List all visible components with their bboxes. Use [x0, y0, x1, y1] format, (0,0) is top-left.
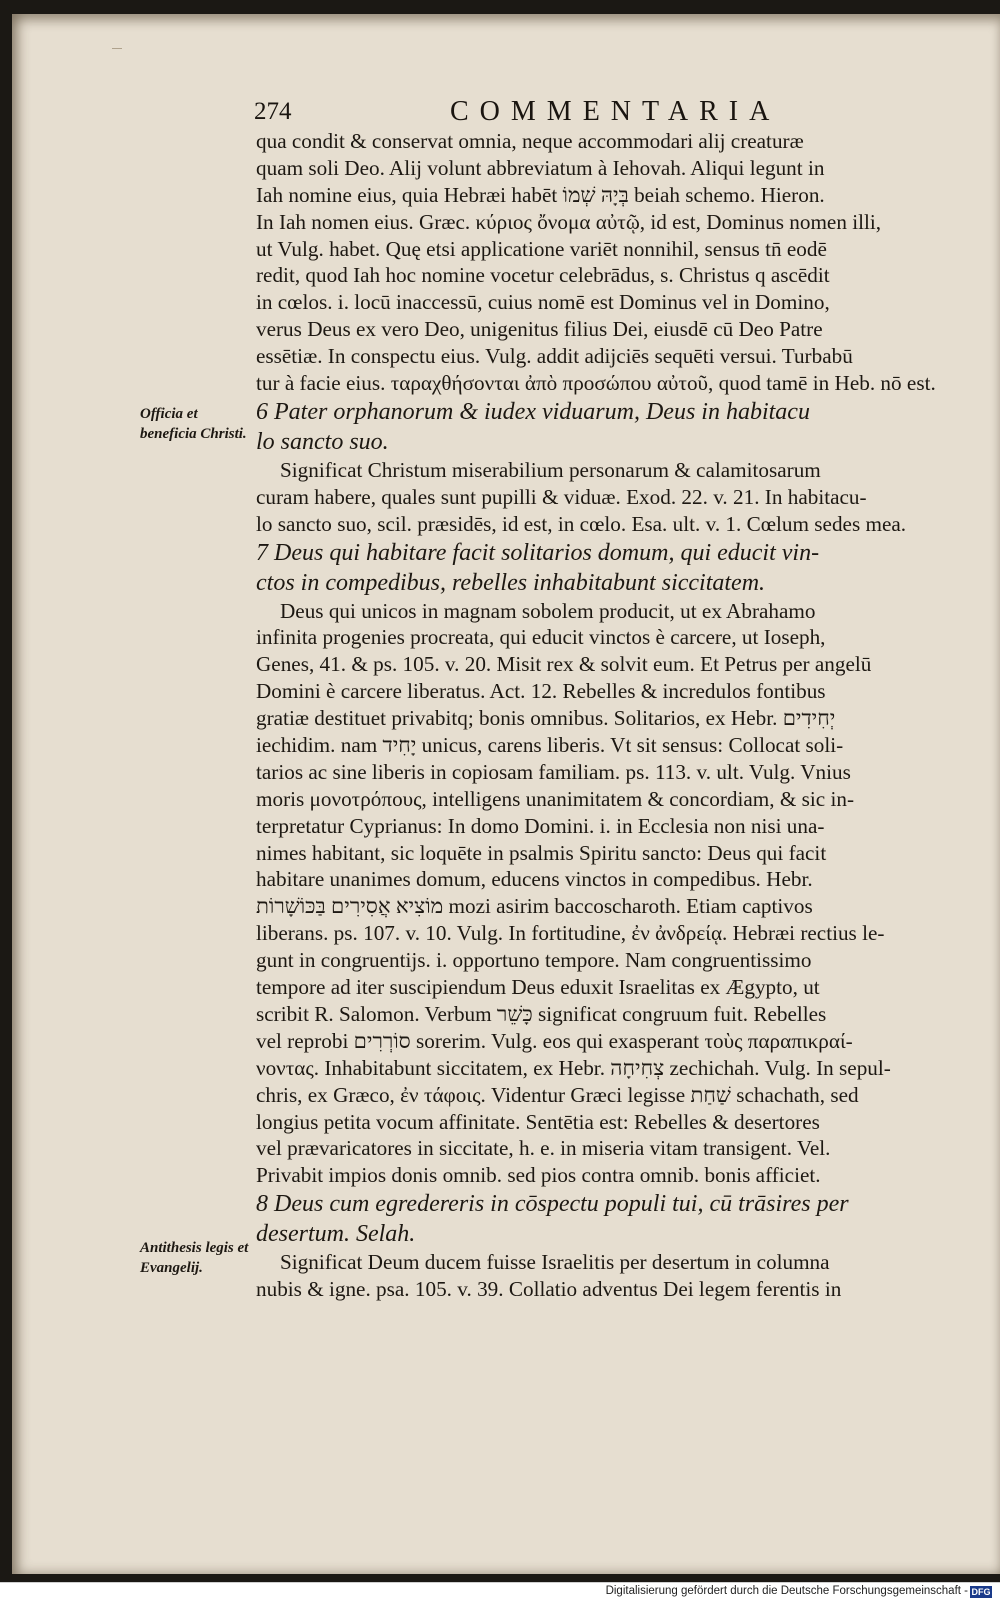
- text-line: Genes, 41. & ps. 105. v. 20. Misit rex & solvit eum. Et Petrus per angelū: [256, 652, 872, 677]
- text-line: ut Vulg. habet. Quę etsi applicatione variēt nonnihil, sensus tn̄ eodē: [256, 236, 827, 261]
- page-header: [254, 98, 974, 132]
- commentary-text: [256, 128, 978, 1303]
- text-line: tempore ad iter suscipiendum Deus eduxit Israelitas ex Ægypto, ut: [256, 975, 820, 1000]
- text-line: Iah nomine eius, quia Hebræi habēt בְּיָהּ שְׁמוֹ beiah schemo. Hieron.: [256, 182, 825, 207]
- text-line: Deus qui unicos in magnam sobolem producit, ut ex Abrahamo: [280, 598, 816, 623]
- text-line: gunt in congruentijs. i. opportuno tempore. Nam congruentissimo: [256, 948, 812, 973]
- psalm-verse-line: lo sancto suo.: [256, 428, 389, 455]
- text-line: מוֹצִיא אֲסִירִים בַּכּוֹשָׁרוֹת mozi asirim baccoscharoth. Etiam captivos: [256, 894, 813, 919]
- text-line: νοντας. Inhabitabunt siccitatem, ex Hebr. צְחִיחָה zechichah. Vulg. In sepul-: [256, 1055, 891, 1080]
- margin-note: Antithesis legis et Evangelij.: [140, 1240, 249, 1276]
- psalm-verse-line: 7 Deus qui habitare facit solitarios domum, qui educit vin-: [256, 539, 820, 566]
- text-line: tarios ac sine liberis in copiosam familiam. ps. 113. v. ult. Vulg. Vnius: [256, 759, 851, 784]
- text-line: essētiæ. In conspectu eius. Vulg. addit adijciēs sequēti versui. Turbabū: [256, 344, 853, 369]
- text-line: curam habere, quales sunt pupilli & viduæ. Exod. 22. v. 21. In habitacu-: [256, 484, 867, 509]
- footer-bar: [0, 1582, 1000, 1602]
- text-line: liberans. ps. 107. v. 10. Vulg. In fortitudine, ἐν ἀνδρείᾳ. Hebræi rectius le-: [256, 921, 885, 946]
- text-line: Significat Christum miserabilium personarum & calamitosarum: [280, 457, 821, 482]
- psalm-verse-line: ctos in compedibus, rebelles inhabitabunt siccitatem.: [256, 569, 766, 596]
- text-line: qua condit & conservat omnia, neque accommodari alij creaturæ: [256, 129, 804, 153]
- text-line: infinita progenies procreata, qui educit vinctos è carcere, ut Ioseph,: [256, 625, 826, 650]
- psalm-verse-line: desertum. Selah.: [256, 1221, 416, 1248]
- text-line: nubis & igne. psa. 105. v. 39. Collatio adventus Dei legem ferentis in: [256, 1277, 842, 1302]
- psalm-verse-line: 8 Deus cum egredereris in cōspectu populi tui, cū trāsires per: [256, 1191, 849, 1218]
- text-line: scribit R. Salomon. Verbum כָּשֵׁר significat congruum fuit. Rebelles: [256, 1001, 827, 1026]
- funding-credit: Digitalisierung gefördert durch die Deutsche Forschungsgemeinschaft -: [605, 1585, 968, 1597]
- margin-note: Officia et beneficia Christi.: [140, 406, 247, 442]
- text-line: lo sancto suo, scil. præsidēs, id est, in cœlo. Esa. ult. v. 1. Cœlum sedes mea.: [256, 511, 907, 536]
- text-line: Significat Deum ducem fuisse Israelitis per desertum in columna: [280, 1250, 830, 1275]
- text-line: redit, quod Iah hoc nomine vocetur celebrādus, s. Christus q ascēdit: [256, 263, 830, 288]
- text-line: in cœlos. i. locū inaccessū, cuius nomē est Dominus vel in Domino,: [256, 290, 830, 315]
- text-line: Privabit impios donis omnib. sed pios contra omnib. bonis afficiet.: [256, 1163, 821, 1188]
- running-head: COMMENTARIA: [450, 96, 781, 127]
- text-line: Domini è carcere liberatus. Act. 12. Rebelles & incredulos fontibus: [256, 679, 826, 704]
- dfg-logo-icon: DFG: [971, 1587, 991, 1597]
- psalm-verse-line: 6 Pater orphanorum & iudex viduarum, Deus in habitacu: [256, 398, 810, 425]
- text-line: quam soli Deo. Alij volunt abbreviatum à Iehovah. Aliqui legunt in: [256, 155, 825, 180]
- text-line: iechidim. nam יָחִיד unicus, carens liberis. Vt sit sensus: Collocat soli-: [256, 733, 844, 758]
- text-line: vel reprobi סוֹרְרִים sorerim. Vulg. eos qui exasperant τοὺς παραπικραί-: [256, 1028, 853, 1053]
- page-number: 274: [254, 98, 292, 125]
- text-line: terpretatur Cyprianus: In domo Domini. i. in Ecclesia non nisi una-: [256, 813, 825, 838]
- text-line: nimes habitant, sic loquēte in psalmis Spiritu sancto: Deus qui facit: [256, 840, 827, 865]
- text-line: verus Deus ex vero Deo, unigenitus filius Dei, eiusdē cū Deo Patre: [256, 317, 823, 342]
- text-line: vel prævaricatores in siccitate, h. e. in miseria vitam transigent. Vel.: [256, 1136, 831, 1161]
- text-line: gratiæ destituet privabitq; bonis omnibus. Solitarios, ex Hebr. יְחִידִים: [256, 706, 836, 731]
- text-line: moris μονοτρόπους, intelligens unanimitatem & concordiam, & sic in-: [256, 786, 855, 811]
- page-blemish: [112, 48, 122, 55]
- text-line: longius petita vocum affinitate. Sentētia est: Rebelles & desertores: [256, 1109, 820, 1134]
- text-line: habitare unanimes domum, educens vinctos in compedibus. Hebr.: [256, 867, 813, 892]
- text-line: tur à facie eius. ταραχθήσονται ἀπὸ προσώπου αὐτοῦ, quod tamē in Heb. nō est.: [256, 371, 936, 396]
- text-line: chris, ex Græco, ἐν τάφοις. Videntur Græci legisse שַׁחַת schachath, sed: [256, 1082, 859, 1107]
- text-line: In Iah nomen eius. Græc. κύριος ὄνομα αὐτῷ, id est, Dominus nomen illi,: [256, 209, 882, 234]
